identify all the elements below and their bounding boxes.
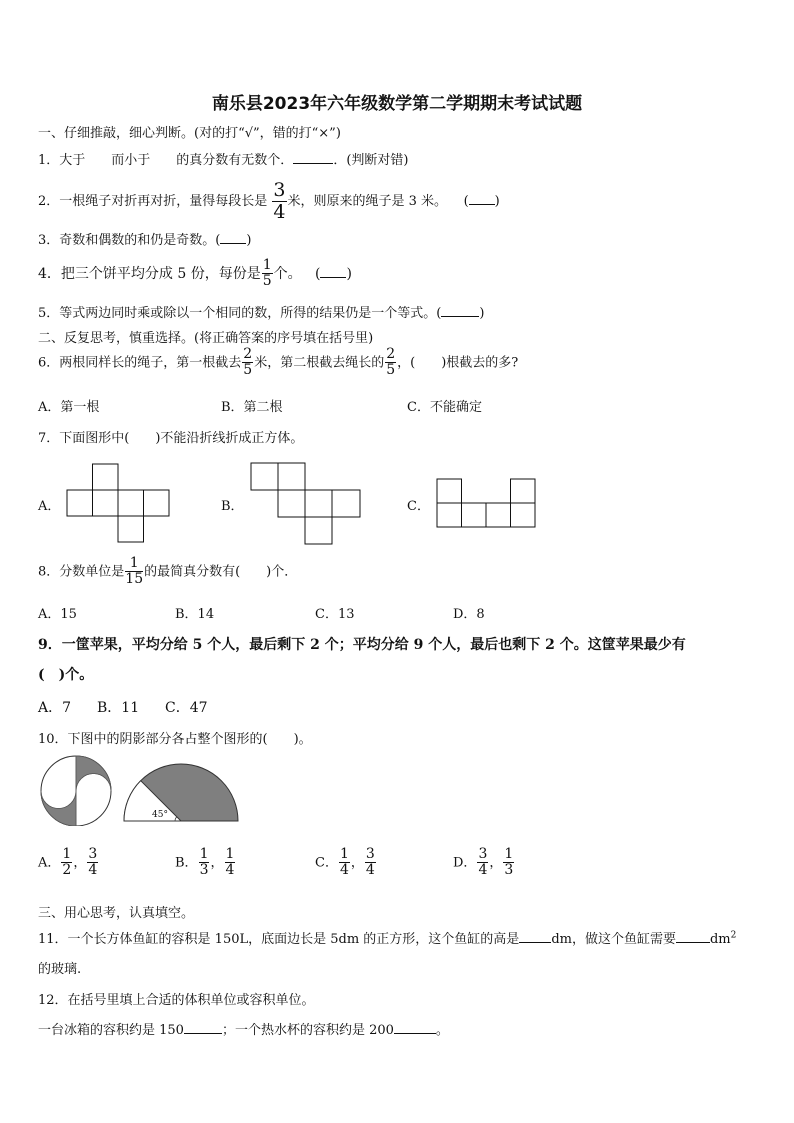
q10-option-b-fraction-2: $\frac{1}{4}$ <box>225 846 235 879</box>
q8-fraction: $\frac{1}{15}$ <box>125 555 144 588</box>
q7-option-a-label[interactable]: A． <box>38 499 61 514</box>
q6-option-c[interactable]: C．不能确定 <box>407 400 482 415</box>
net-b-diagram <box>251 463 360 544</box>
q4-paren-close: ) <box>346 265 352 282</box>
q2-paren-close: ) <box>494 193 500 209</box>
question-9-line-1: 9．一筐苹果，平均分给 5 个人，最后剩下 2 个；平均分给 9 个人，最后也剩下 2 个。这筐苹果最少有 <box>38 637 686 653</box>
q10-option-c-fraction-2: $\frac{3}{4}$ <box>365 846 375 879</box>
question-10: 10．下图中的阴影部分各占整个图形的( )。 <box>38 732 312 747</box>
q10-swirl-circle-figure <box>41 756 111 826</box>
q6-fraction-2: $\frac{2}{5}$ <box>386 346 396 379</box>
q6-fraction-1: $\frac{2}{5}$ <box>243 346 253 379</box>
q12-text-c: 。 <box>435 1023 449 1038</box>
q8-option-b[interactable]: B．14 <box>175 607 215 622</box>
q12-cup-blank[interactable] <box>394 1033 436 1034</box>
q10-option-a-fraction-1: $\frac{1}{2}$ <box>62 846 72 879</box>
q6-text-b: 米，第二根截去绳长的 <box>254 355 385 371</box>
q8-option-a[interactable]: A．15 <box>38 607 77 622</box>
q10-option-a-label: A． <box>38 855 61 871</box>
q9-option-b[interactable]: B．11 <box>97 700 140 716</box>
q11-unit: dm <box>709 932 731 947</box>
question-7: 7．下面图形中( )不能沿折线折成正方体。 <box>38 431 304 446</box>
q8-text-b: 的最简真分数有( )个． <box>144 564 298 580</box>
q10-option-c[interactable]: C． $\frac{1}{4}$ ， $\frac{3}{4}$ <box>315 846 375 879</box>
q3-text: 3．奇数和偶数的和仍是奇数。( <box>38 233 221 248</box>
q4-text-a: 4．把三个饼平均分成 5 份，每份是 <box>38 265 261 282</box>
q3-paren-close: ) <box>246 233 252 248</box>
q11-text-b: dm，做这个鱼缸需要 <box>551 932 676 947</box>
q4-text-b: 个。 <box>273 265 302 282</box>
q10-option-c-fraction-1: $\frac{1}{4}$ <box>339 846 349 879</box>
q7-option-b-label[interactable]: B． <box>221 499 244 514</box>
q5-text: 5．等式两边同时乘或除以一个相同的数，所得的结果仍是一个等式。( <box>38 306 442 321</box>
q10-option-b-label: B． <box>175 855 198 871</box>
q10-option-a-fraction-2: $\frac{3}{4}$ <box>88 846 98 879</box>
q1-text-b: 而小于 <box>111 153 151 168</box>
q10-option-d-fraction-1: $\frac{3}{4}$ <box>478 846 488 879</box>
q10-figures <box>38 754 248 826</box>
q10-option-b[interactable]: B． $\frac{1}{3}$ ， $\frac{1}{4}$ <box>175 846 235 879</box>
q10-option-a[interactable]: A． $\frac{1}{2}$ ， $\frac{3}{4}$ <box>38 846 98 879</box>
question-8 <box>38 556 297 588</box>
q12-text-a: 一台冰箱的容积约是 150 <box>38 1023 184 1038</box>
q4-fraction: $\frac{1}{5}$ <box>262 257 272 290</box>
q6-text-c: ，( )根截去的多? <box>397 355 519 371</box>
q10-option-d[interactable]: D． $\frac{3}{4}$ ， $\frac{1}{3}$ <box>453 846 514 879</box>
q11-area-blank[interactable] <box>676 942 710 943</box>
q10-angle-label: 45° <box>152 810 168 820</box>
q11-height-blank[interactable] <box>519 942 551 943</box>
section-2-heading: 二、反复思考，慎重选择。(将正确答案的序号填在括号里) <box>38 331 374 346</box>
q6-option-a[interactable]: A．第一根 <box>38 400 100 415</box>
q11-text-a: 11．一个长方体鱼缸的容积是 150L，底面边长是 5dm 的正方形，这个鱼缸的高是 <box>38 932 520 947</box>
q2-text-a: 2．一根绳子对折再对折，量得每段长是 <box>38 193 268 209</box>
q8-text-a: 8．分数单位是 <box>38 564 125 580</box>
page-title: 南乐县2023年六年级数学第二学期期末考试试题 <box>211 94 583 114</box>
q9-option-c[interactable]: C．47 <box>165 700 208 716</box>
q2-text-b: 米，则原来的绳子是 3 米。 <box>287 193 448 209</box>
q8-option-d[interactable]: D．8 <box>453 607 485 622</box>
question-12: 12．在括号里填上合适的体积单位或容积单位。 <box>38 993 315 1008</box>
q1-text-c: 的真分数有无数个． <box>176 153 294 168</box>
q10-option-d-label: D． <box>453 855 477 871</box>
q8-option-c[interactable]: C．13 <box>315 607 355 622</box>
question-12-line-2 <box>38 1019 449 1038</box>
q10-option-c-label: C． <box>315 855 338 871</box>
q12-text-b: ；一个热水杯的容积约是 200 <box>221 1023 394 1038</box>
section-3-heading: 三、用心思考，认真填空。 <box>38 906 195 921</box>
q10-option-d-fraction-2: $\frac{1}{3}$ <box>504 846 514 879</box>
question-11 <box>38 928 736 947</box>
q1-text-a: 1．大于 <box>38 153 86 168</box>
q10-option-b-fraction-1: $\frac{1}{3}$ <box>199 846 209 879</box>
q2-fraction: $\frac{3}{4}$ <box>273 179 286 223</box>
q5-paren-close: ) <box>479 306 485 321</box>
q6-text-a: 6．两根同样长的绳子，第一根截去 <box>38 355 242 371</box>
q10-semicircle-figure <box>124 764 238 821</box>
net-a-diagram <box>67 464 169 542</box>
net-c-diagram <box>437 479 535 527</box>
q4-paren-open: ( <box>315 265 321 282</box>
q12-fridge-blank[interactable] <box>184 1033 222 1034</box>
q11-unit-exponent: 2 <box>730 930 737 941</box>
q9-option-a[interactable]: A．7 <box>38 700 72 716</box>
q7-option-c-label[interactable]: C． <box>407 499 430 514</box>
q1-text-d: ．(判断对错) <box>333 153 409 168</box>
question-11-line-2: 的玻璃. <box>38 962 82 977</box>
q2-paren-open: ( <box>463 193 469 209</box>
q6-option-b[interactable]: B．第二根 <box>221 400 283 415</box>
section-1-heading: 一、仔细推敲，细心判断。(对的打“√”，错的打“×”) <box>38 126 341 141</box>
question-9-line-2: ( )个。 <box>38 667 94 683</box>
